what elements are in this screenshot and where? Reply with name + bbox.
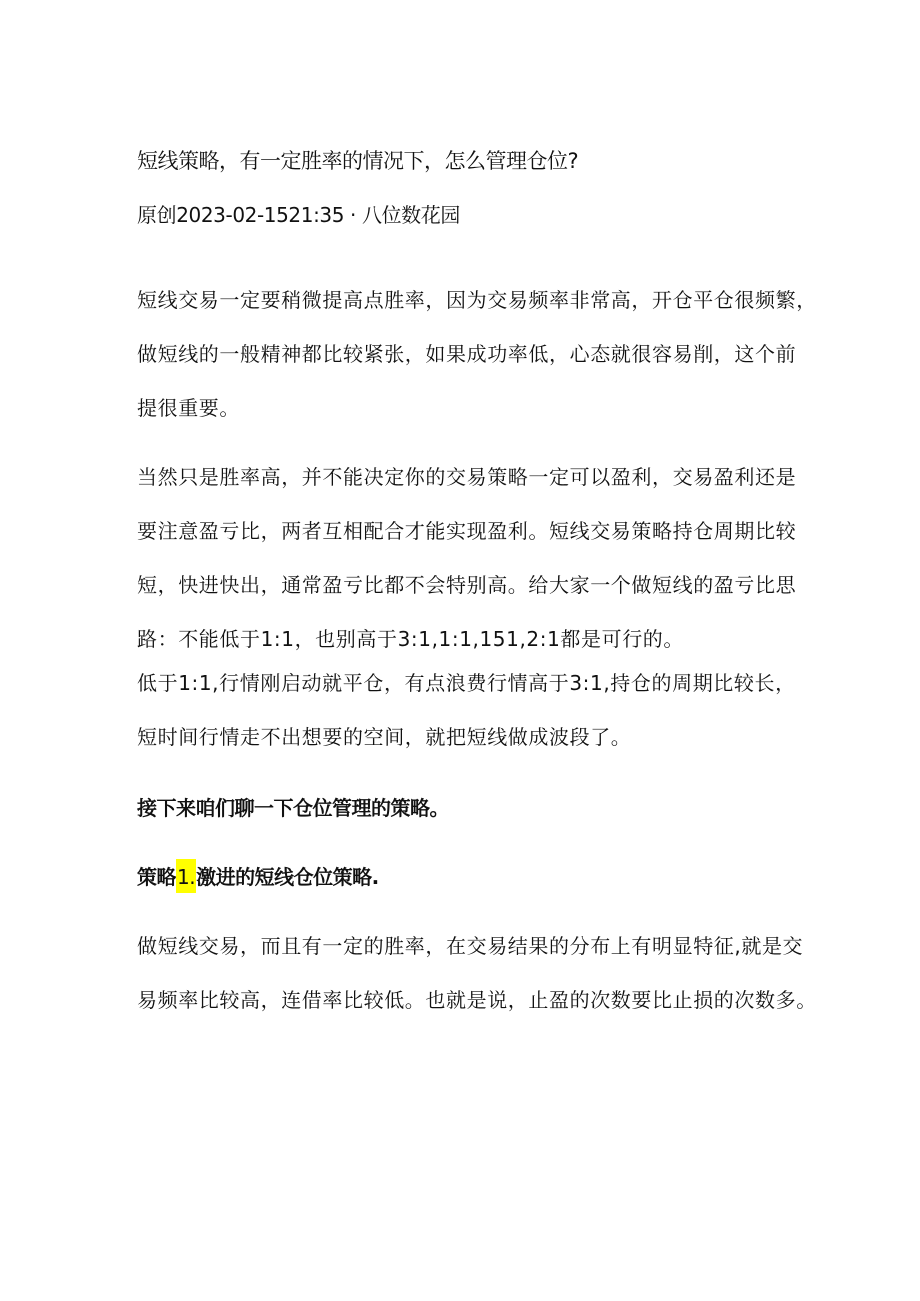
article-title: 短线策略，有一定胜率的情况下，怎么管理仓位? — [137, 149, 579, 173]
paragraph-line: 低于1:1,行情刚启动就平仓，有点浪费行情高于3:1,持仓的周期比较长， — [137, 671, 796, 695]
paragraph-line: 做短线交易，而且有一定的胜率，在交易结果的分布上有明显特征,就是交 — [137, 934, 804, 958]
strategy-suffix: 激进的短线仓位策略. — [196, 865, 379, 889]
paragraph-line: 要注意盈亏比，两者互相配合才能实现盈利。短线交易策略持仓周期比较 — [137, 519, 797, 543]
section-heading: 接下来咱们聊一下仓位管理的策略。 — [137, 796, 449, 820]
strategy-number-highlight: 1. — [176, 859, 196, 893]
paragraph-line: 短，快进快出，通常盈亏比都不会特别高。给大家一个做短线的盈亏比思 — [137, 573, 797, 597]
paragraph-2 — [137, 450, 817, 666]
paragraph-line: 提很重要。 — [137, 396, 240, 420]
paragraph-line: 短线交易一定要稍微提高点胜率，因为交易频率非常高，开仓平仓很频繁， — [137, 288, 817, 312]
paragraph-line: 短时间行情走不出想要的空间，就把短线做成波段了。 — [137, 725, 632, 749]
article-meta: 原创2023-02-1521:35 · 八位数花园 — [137, 203, 460, 227]
paragraph-line: 路：不能低于1:1，也别高于3:1,1:1,151,2:1都是可行的。 — [137, 627, 684, 651]
paragraph-line: 当然只是胜率高，并不能决定你的交易策略一定可以盈利，交易盈利还是 — [137, 465, 797, 489]
paragraph-1 — [137, 273, 817, 435]
paragraph-4 — [137, 919, 817, 1027]
strategy-heading — [137, 861, 379, 893]
paragraph-line: 做短线的一般精神都比较紧张，如果成功率低，心态就很容易削，这个前 — [137, 342, 797, 366]
paragraph-3 — [137, 656, 817, 764]
paragraph-line: 易频率比较高，连借率比较低。也就是说，止盈的次数要比止损的次数多。 — [137, 988, 817, 1012]
strategy-prefix: 策略 — [137, 865, 176, 889]
